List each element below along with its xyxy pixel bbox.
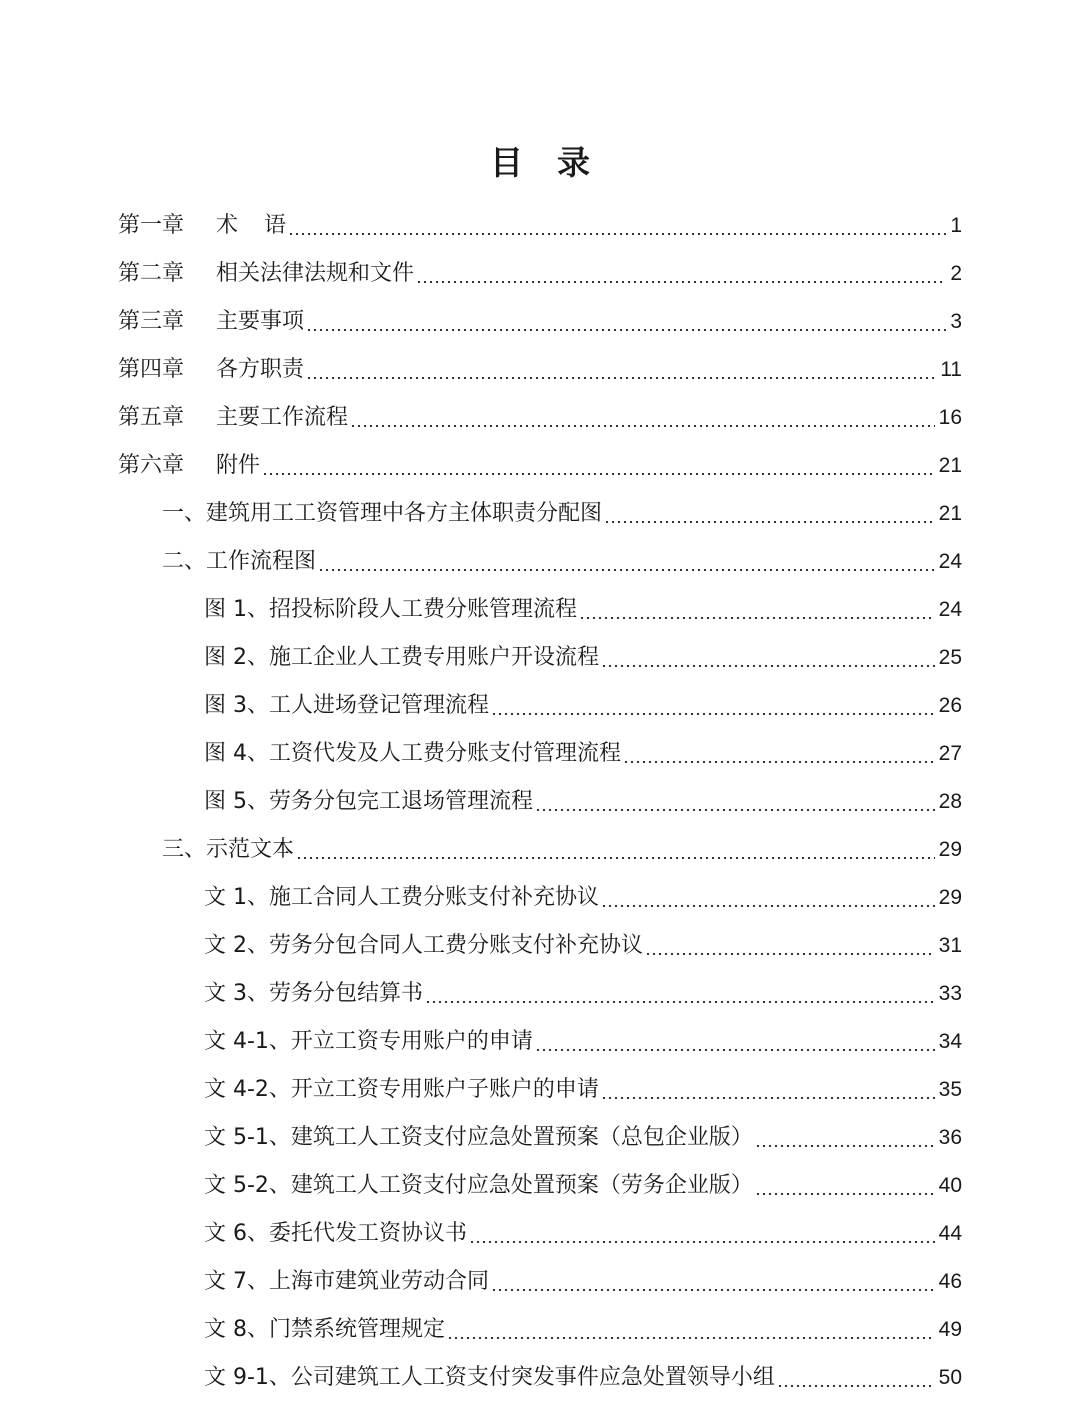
chapter-number: 第二章 [118, 261, 185, 286]
dot-leader [262, 446, 935, 486]
toc-entry-label: 文 7、上海市建筑业劳动合同 [204, 1269, 489, 1294]
toc-entry-section-2[interactable] [162, 542, 962, 582]
toc-entry-label [118, 254, 414, 294]
chapter-title: 各方职责 [216, 357, 305, 382]
chapter-title [216, 206, 286, 246]
toc-entry-text-1[interactable] [204, 878, 962, 918]
toc-entry-label: 三、示范文本 [162, 837, 295, 862]
toc-entry-figure-4[interactable] [204, 734, 962, 774]
page-title [0, 138, 1080, 188]
chapter-title: 主要事项 [216, 309, 305, 334]
toc-entry-label: 文 2、劳务分包合同人工费分账支付补充协议 [204, 933, 643, 958]
toc-entry-text-5-2[interactable] [204, 1166, 962, 1206]
toc-entry-label: 图 1、招投标阶段人工费分账管理流程 [204, 597, 577, 622]
toc-entry-label: 一、建筑用工工资管理中各方主体职责分配图 [162, 501, 603, 526]
dot-leader [601, 638, 935, 678]
toc-entry-chapter-5[interactable] [118, 398, 962, 438]
toc-entry-text-7[interactable] [204, 1262, 962, 1302]
chapter-number: 第四章 [118, 357, 185, 382]
toc-entry-label: 文 6、委托代发工资协议书 [204, 1221, 467, 1246]
toc-entry-chapter-4[interactable] [118, 350, 962, 390]
page-number: 3 [950, 310, 962, 333]
chapter-number: 第一章 [118, 213, 185, 238]
page-number: 24 [938, 550, 962, 573]
dot-leader [318, 542, 935, 582]
dot-leader [491, 686, 935, 726]
toc-entry-chapter-3[interactable] [118, 302, 962, 342]
page-number: 21 [938, 502, 962, 525]
dot-leader [306, 350, 936, 390]
toc-entry-label: 文 5-1、建筑工人工资支付应急处置预案（总包企业版） [204, 1125, 753, 1150]
dot-leader [491, 1262, 935, 1302]
dot-leader [645, 926, 935, 966]
dot-leader [601, 1070, 935, 1110]
toc-entry-label: 文 4-1、开立工资专用账户的申请 [204, 1029, 533, 1054]
dot-leader [777, 1358, 935, 1398]
dot-leader [535, 1022, 935, 1062]
page-number: 46 [938, 1270, 962, 1293]
dot-leader [579, 590, 935, 630]
page-number: 1 [950, 214, 962, 237]
toc-entry-figure-5[interactable] [204, 782, 962, 822]
toc-entry-label: 图 3、工人进场登记管理流程 [204, 693, 489, 718]
toc-entry-figure-1[interactable] [204, 590, 962, 630]
page-number: 35 [938, 1078, 962, 1101]
dot-leader [755, 1118, 935, 1158]
page-number: 34 [938, 1030, 962, 1053]
page-number: 21 [938, 454, 962, 477]
page-number: 27 [938, 742, 962, 765]
title-char-2: 录 [557, 143, 590, 182]
toc-entry-figure-2[interactable] [204, 638, 962, 678]
toc-entry-label: 文 1、施工合同人工费分账支付补充协议 [204, 885, 599, 910]
page-number: 11 [940, 358, 962, 381]
toc-entry-label [118, 302, 304, 342]
page-number: 29 [938, 838, 962, 861]
toc-entry-section-1[interactable] [162, 494, 962, 534]
chapter-number: 第三章 [118, 309, 185, 334]
chapter-title: 主要工作流程 [216, 405, 349, 430]
toc-entry-label: 文 3、劳务分包结算书 [204, 981, 423, 1006]
toc-entry-label: 图 5、劳务分包完工退场管理流程 [204, 789, 533, 814]
dot-leader [755, 1166, 935, 1206]
toc-entry-section-3[interactable] [162, 830, 962, 870]
dot-leader [623, 734, 935, 774]
page-number: 25 [938, 646, 962, 669]
toc-entry-label: 文 4-2、开立工资专用账户子账户的申请 [204, 1077, 599, 1102]
toc-entry-label: 文 9-1、公司建筑工人工资支付突发事件应急处置领导小组 [204, 1365, 775, 1390]
chapter-title-char-1: 术 [216, 213, 239, 238]
chapter-number: 第六章 [118, 453, 185, 478]
toc-entry-label [118, 398, 348, 438]
chapter-number: 第五章 [118, 405, 185, 430]
page-number: 16 [938, 406, 962, 429]
dot-leader [604, 494, 935, 534]
dot-leader [350, 398, 935, 438]
toc-entry-chapter-2[interactable] [118, 254, 962, 294]
toc-entry-label: 文 8、门禁系统管理规定 [204, 1317, 445, 1342]
toc-entry-text-2[interactable] [204, 926, 962, 966]
toc-entry-text-4-1[interactable] [204, 1022, 962, 1062]
toc-entry-label: 图 2、施工企业人工费专用账户开设流程 [204, 645, 599, 670]
dot-leader [306, 302, 946, 342]
chapter-title: 相关法律法规和文件 [216, 261, 415, 286]
toc-entry-chapter-6[interactable] [118, 446, 962, 486]
toc-entry-text-8[interactable] [204, 1310, 962, 1350]
page-number: 24 [938, 598, 962, 621]
toc-entry-label [118, 350, 304, 390]
dot-leader [425, 974, 935, 1014]
page-number: 31 [938, 934, 962, 957]
page-number: 49 [938, 1318, 962, 1341]
page-number: 36 [938, 1126, 962, 1149]
title-char-1: 目 [490, 143, 523, 182]
dot-leader [601, 878, 935, 918]
dot-leader [469, 1214, 935, 1254]
dot-leader [288, 206, 946, 246]
dot-leader [416, 254, 946, 294]
toc-entry-label: 二、工作流程图 [162, 549, 317, 574]
page-number: 29 [938, 886, 962, 909]
chapter-title: 附件 [216, 453, 261, 478]
dot-leader [296, 830, 935, 870]
page-number: 33 [938, 982, 962, 1005]
toc-entry-chapter-1[interactable] [118, 206, 962, 246]
page-number: 2 [950, 262, 962, 285]
dot-leader [535, 782, 935, 822]
page-number: 44 [938, 1222, 962, 1245]
dot-leader [447, 1310, 935, 1350]
toc-entry-label: 文 5-2、建筑工人工资支付应急处置预案（劳务企业版） [204, 1173, 753, 1198]
page-number: 26 [938, 694, 962, 717]
toc-entry-figure-3[interactable] [204, 686, 962, 726]
page-number: 28 [938, 790, 962, 813]
toc-entry-text-3[interactable] [204, 974, 962, 1014]
toc-entry-label [118, 206, 286, 246]
toc-entry-label [118, 446, 260, 486]
chapter-title-char-2: 语 [264, 213, 287, 238]
toc-entry-label: 图 4、工资代发及人工费分账支付管理流程 [204, 741, 621, 766]
toc-entry-text-6[interactable] [204, 1214, 962, 1254]
toc-entry-text-4-2[interactable] [204, 1070, 962, 1110]
toc-entry-text-5-1[interactable] [204, 1118, 962, 1158]
page-number: 40 [938, 1174, 962, 1197]
page-number: 50 [938, 1366, 962, 1389]
toc-entry-text-9-1[interactable] [204, 1358, 962, 1398]
